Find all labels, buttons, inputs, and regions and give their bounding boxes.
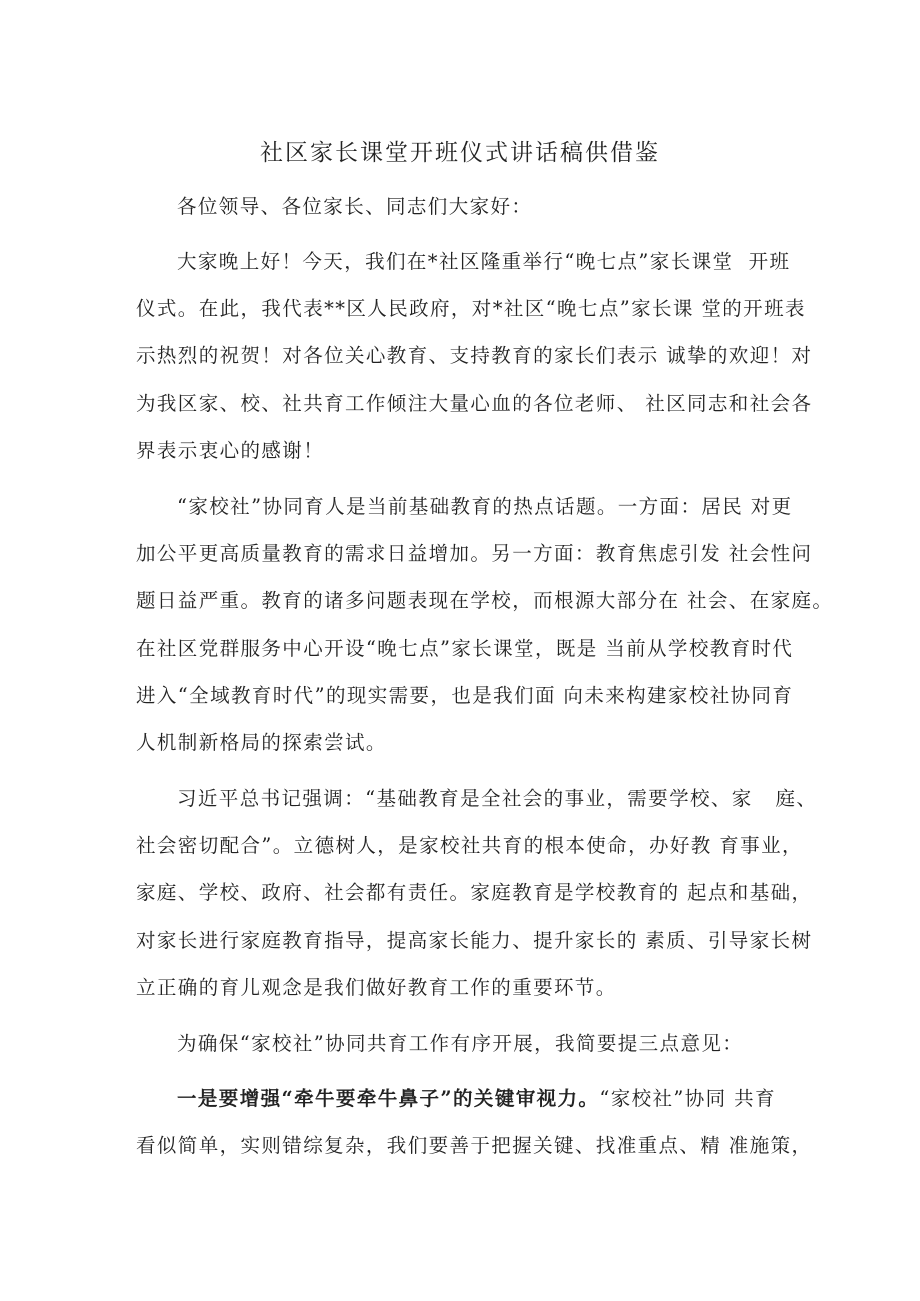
paragraph-line: 社会密切配合”。立德树人，是家校社共育的根本使命，办好教 育事业， <box>136 834 803 857</box>
paragraph-line <box>177 1085 797 1113</box>
paragraph-line: 为确保“家校社”协同共育工作有序开展，我简要提三点意见： <box>177 1032 744 1055</box>
bold-heading-point-one: 一是要增强“牵牛要牵牛鼻子”的关键审视力。 <box>177 1087 600 1110</box>
document-title: 社区家长课堂开班仪式讲话稿供借鉴 <box>260 140 660 166</box>
paragraph-line: 题日益严重。教育的诸多问题表现在学校，而根源大部分在 社会、在家庭。 <box>136 589 834 612</box>
paragraph-line: 立正确的育儿观念是我们做好教育工作的重要环节。 <box>136 976 617 999</box>
paragraph-line: 在社区党群服务中心开设“晚七点”家长课堂，既是 当前从学校教育时代 <box>136 637 794 660</box>
paragraph-line: 为我区家、校、社共育工作倾注大量心血的各位老师、 社区同志和社会各 <box>136 392 813 415</box>
paragraph-line: 仪式。在此，我代表**区人民政府，对*社区“晚七点”家长课 堂的开班表 <box>136 297 806 320</box>
paragraph-line: 习近平总书记强调：“基础教育是全社会的事业，需要学校、家 庭、 <box>177 787 818 810</box>
paragraph-line: “家校社”协同育人是当前基础教育的热点话题。一方面：居民 对更 <box>177 495 793 518</box>
paragraph-line: 大家晚上好！今天，我们在*社区隆重举行“晚七点”家长课堂 开班 <box>177 250 791 273</box>
paragraph-line: 看似简单，实则错综复杂，我们要善于把握关键、找准重点、精 准施策， <box>136 1134 813 1157</box>
paragraph-line: 示热烈的祝贺！对各位关心教育、支持教育的家长们表示 诚挚的欢迎！对 <box>136 344 813 367</box>
paragraph-line: 家庭、学校、政府、社会都有责任。家庭教育是学校教育的 起点和基础， <box>136 881 813 904</box>
paragraph-line: 人机制新格局的探索尝试。 <box>136 731 387 754</box>
paragraph-line: 界表示衷心的感谢！ <box>136 439 325 462</box>
salutation-line: 各位领导、各位家长、同志们大家好： <box>177 195 533 218</box>
paragraph-line: 加公平更高质量教育的需求日益增加。另一方面：教育焦虑引发 社会性问 <box>136 542 813 565</box>
paragraph-line: 对家长进行家庭教育指导，提高家长能力、提升家长的 素质、引导家长树 <box>136 929 813 952</box>
paragraph-line: 进入“全域教育时代”的现实需要，也是我们面 向未来构建家校社协同育 <box>136 684 794 707</box>
paragraph-line-rest: “家校社”协同 共育 <box>599 1087 776 1110</box>
